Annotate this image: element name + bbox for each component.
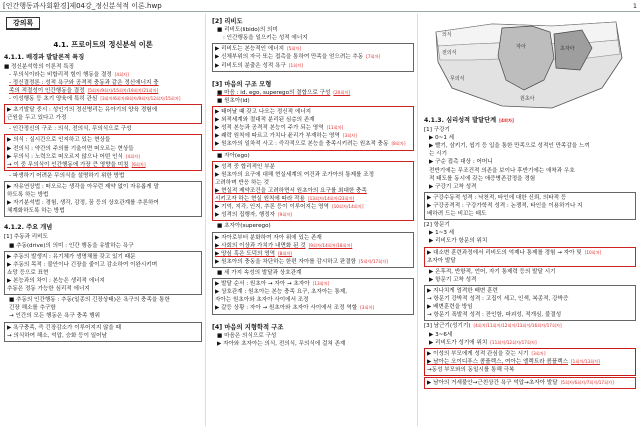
label-superego: 초자아 <box>560 46 575 52</box>
section-heading: [3] 마음의 구조 모형 <box>212 80 272 88</box>
text-line: ▶ 구순 접촉 대상 : 어머니 <box>429 159 493 166</box>
boxed-note: ▶ 추동의 발생지 : 유기체가 생명체를 갖고 있기 때문 ▶ 추동의 목적 : 불안이나 긴장을 줄이고 감소하여 이완시키며 쇼망 등으로 표현 ▶ 본능과의 차이 : 본능은 생리적 에너지 추동은 정동 가능한 심리적 에너지 <box>4 251 202 296</box>
document-title: [인간행동과사회환경]제04강_정신분석적 이론.hwp <box>3 1 162 10</box>
text-line: ▶ 1~3 세 <box>429 230 455 237</box>
text-line: 전반기에는 무조건적 의존을 보이나 후반기에는 애착과 우호 <box>429 167 575 174</box>
page-number: 1 <box>632 1 637 10</box>
text-line: ■ 리비도(libido)의 의미 <box>217 27 278 34</box>
boxed-note: ▶ 대소변 훈련과정에서 리비도의 억제나 통제를 경험 → 자아 및 [10회차] 초자아 발달 <box>424 247 636 267</box>
boxed-note: ▶ 자아로부터 분화하여 자아 위에 있는 존재 ▶ 사회의 이상과 가치가 내면화 된 것 [9회차/14회차/18회차] ▶ 양심 혹은 도덕의 영역 [8회차] ▶ 원초아의 충동을 차단하는 한편 자아를 감시하고 판결함 [5회차/17회차] <box>212 232 414 268</box>
section-heading: 4.1.3. 심리성적 발달단계 [4회차] <box>424 117 514 124</box>
column-2 <box>212 14 418 426</box>
text-line: ■ 초자아(superego) <box>217 223 271 230</box>
boxed-note: ▶ 발달 순서 : 원초아 → 자아 → 초자아 [13회차] ▶ 상호관계 : 원초아는 본능 충족 요구, 초자아는 통제, 자아는 원초아와 초자아 사이에서 조정 ▶ 갈등 상황 : 자아 → 원초아와 초자아 사이에서 조정 역할 [3회차] <box>212 278 414 314</box>
subheading: [1] 구강기 <box>424 126 450 133</box>
boxed-note: ▶ 구강수동적 성격 : 낙천적, 타인에 대한 신뢰, 의타적 등 ▶ 구강공격적 : 구강가학적 성격 : 논쟁적, 타인을 이용하거나 지 배하려 드는 비꼬는 태도 <box>424 192 636 220</box>
subheading: [3] 남근기(성기기) [4회차/11회차/12회차/13회차/16회차/17회차] <box>424 323 562 330</box>
text-line: ▶ 0~1 세 <box>429 135 455 142</box>
text-line: 적 태도를 동시에 갖는 애증병존감정을 경험 <box>429 175 536 182</box>
label-ego: 자아 <box>516 44 526 50</box>
text-line: - 이성행동 등 초기 양육에 특히 관심 [3회차/6회차/8회차/9회차/12회차/15회차] <box>9 96 181 102</box>
text-line: 족의 적절성이 인간행동을 결정 [5회차/9회차/15회차/19회차/21회차] <box>9 87 159 94</box>
text-line: - 인간정신의 구조 : 의식, 전의식, 무의식으로 구성 <box>9 126 132 133</box>
text-line: : 인간행동을 일으키는 성적 에너지 <box>223 35 308 42</box>
label-id: 원초아 <box>520 96 535 102</box>
boxed-note: ▶ 초기발달 중시 : 성인기의 정신병리는 유아기의 양육 경험에 근원을 두고 있다고 가정 <box>4 104 202 124</box>
text-line: ■ 자아(ego) <box>217 152 250 159</box>
column-3 <box>424 14 636 426</box>
subheading: [1] 추동과 리비도 <box>4 234 48 241</box>
boxed-note: ▶ 이성의 부모에게 성적 관심을 갖는 시기 [3회차] ▶ 남아는 오이디푸스 콤플렉스, 여아는 엘렉트라 콤플렉스 [1회차/13회차] →동성 부모와의 동일시를 통해 극복 <box>424 348 636 376</box>
subheading: [2] 항문기 <box>424 222 450 229</box>
text-line: ■ 세 가지 속성의 발달과 상호관계 <box>217 269 302 276</box>
text-line: ■ 마음은 의식으로 구성 <box>217 332 277 339</box>
label-preconscious: 전의식 <box>442 50 457 56</box>
section-heading: 4.1.2. 주요 개념 <box>4 224 53 232</box>
boxed-note: ▶ 욕구충족, 즉 긴장감소가 이루어지지 않을 때 → 의식하여 해소, 억압, 승화 등이 일어남 <box>4 322 202 342</box>
text-line: ▶ 항문기 고착 성격 <box>429 276 477 283</box>
text-line: ▶ 리비도가 성기에 위치 [11회차/12회차/17회차] <box>429 339 537 346</box>
text-line: → 인간의 모든 행동은 욕구 충족 행위 <box>9 313 101 320</box>
boxed-note: ▶ 태어날 때 갖고 나오는 정신적 에너지 ▶ 외적세계와 절대적 분리된 심층의 존재 ▶ 성적 본능과 공격적 본능이 주가 되는 영역 [11회차] ▶ 쾌락 원칙에 따르고 가치나 윤리가 부재하는 영역 [3회차] ▶ 원초아의 일차적 사고 : 즉각적으로 본능을 충족시키려는 원초적 충동 [8회차] <box>212 106 414 151</box>
boxed-note: ▶ 리비도는 본능적인 에너지 [5회차] ▶ 신체부위의 자극 또는 접촉을 통하여 만족을 얻으려는 추동 [7회차] ▶ 리비도의 분출은 성적 욕구 [1회차] <box>212 43 414 71</box>
label-conscious: 의식 <box>442 32 452 38</box>
lecture-notes-label: 강의록 <box>6 17 40 30</box>
text-line: ▶ 빨기, 삼키기, 씹기 등 입을 통한 만족으로 성적인 만족감을 느끼 <box>429 143 590 150</box>
text-line: ▶ 구강기 고착 성격 <box>429 183 477 190</box>
topographic-mind-diagram <box>432 18 628 114</box>
boxed-note: ▶ 자유연상법 : 떠오르는 생각을 아무런 제약 없이 자유롭게 말 하도록 하는 방법 ▶ 자기분석법 : 경험, 생각, 감정, 꿈 등의 상호관계를 추론하여 체계화하도록 하는 방법 <box>4 181 202 217</box>
mind-diagram-svg <box>432 18 628 114</box>
text-line: ▶ 3~6세 <box>429 331 453 338</box>
text-line: - 파생하기 어려운 무의식을 설명하기 위한 방법 <box>9 172 125 179</box>
text-line: ▶ 온후적, 반항적, 언어, 자기 통제력 등의 발달 시기 <box>429 268 556 275</box>
subheading: ■ 정신분석학의 이론적 특징 <box>4 63 75 70</box>
boxed-note: ▶ 지나치게 엄격한 배변 훈련 → 항문기 강박적 성격 : 고집이 세고, 인색, 복종적, 강박증 ▶ 배변훈련을 방임 → 항문기 폭발적 성격 : 잔인함, 파괴성, 적개심, 불결성 <box>424 285 636 321</box>
section-heading: [4] 마음의 지형학적 구조 <box>212 323 284 331</box>
chapter-title: 4.1. 프로이트의 정신분석 이론 <box>53 40 153 50</box>
text-line: 는 시기 <box>429 151 447 158</box>
text-line: ■ 원초아(id) <box>217 97 250 104</box>
text-line: ■ 추동(drive)의 의미 : 인간 행동을 유발하는 욕구 <box>9 242 134 249</box>
text-line: ■ 추동의 인간행동 : 추동(일종의 긴장상태)은 욕구의 충족을 통한 <box>9 297 170 304</box>
text-line: - 정신결정론 : 성적 욕구와 공격적 충동과 같은 정신에너지 충 <box>9 79 159 86</box>
text-line: ■ 마음 : id, ego, superego의 결합으로 구성 [20회차] <box>217 89 351 96</box>
text-line: ▶ 자아와 초자아는 의식, 전의식, 무의식에 걸쳐 존재 <box>217 340 346 347</box>
text-line: 긴장 해소를 추구함 <box>9 305 56 312</box>
text-line: ▶ 남아의 거세불안→근친상간 욕구 억압→초자아 발달 [5회차/6회차/7회차/17회차] <box>424 377 636 389</box>
boxed-note: ▶ 의식 : 실시간으로 인지하고 있는 현상들 ▶ 전의식 : 약간의 주의를 기울이면 떠오르는 현상들 ▶ 무의식 : 노력으로 떠오르지 않으나 어떤 인식 [4회차] → 이 중 무의식이 인간행동에 가장 큰 영향을 미침 [6회차] <box>4 134 202 170</box>
boxed-note: ▶ 성격 중 합리적인 부분 ▶ 원초아의 요구에 대해 현실세계의 여건과 조가아의 통제를 조정 고려하며 반응 하는 것 ▶ 현실적 제약조건을 고려하면서 원초아의 요구를 최대한 충족 시키고자 하는 현실 원칙에 따라 작용 [13회차/14회차/23회차] ▶ 기억, 지각, 인지, 추론 등이 이루어지는 영역 [10회차/14회차] ▶ 성격의 집행자, 행정자 [9회차] <box>212 161 414 222</box>
section-heading: [2] 리비도 <box>212 18 243 25</box>
window-title-bar <box>0 0 640 12</box>
column-1 <box>4 14 206 426</box>
label-unconscious: 무의식 <box>450 76 465 82</box>
text-line: - 무의식이라는 비합리적 힘이 행동을 결정 [4회차] <box>9 71 129 78</box>
text-line: ▶ 리비도가 항문의 위치 <box>429 238 488 245</box>
section-heading: 4.1.1. 배경과 발달론적 특징 <box>4 53 85 61</box>
